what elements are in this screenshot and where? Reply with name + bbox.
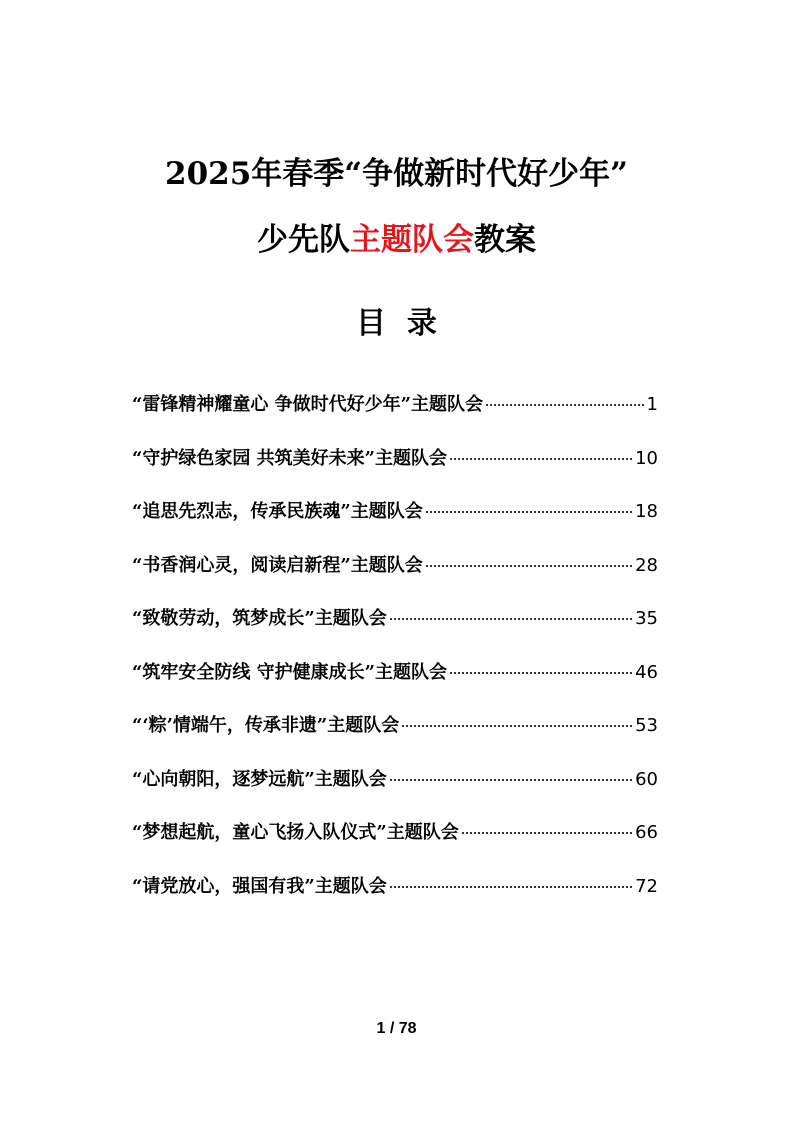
toc-entry[interactable] <box>132 816 658 870</box>
toc-leader-dots <box>401 709 633 731</box>
toc-leader-dots <box>389 870 633 892</box>
document-title-line-1 <box>0 148 793 193</box>
title-line-2-prefix: 少先队 <box>257 222 350 258</box>
toc-entry-page: 1 <box>646 394 658 415</box>
toc-entry-title: “书香润心灵，阅读启新程”主题队会 <box>132 554 423 576</box>
toc-leader-dots <box>425 549 633 571</box>
toc-entry-page: 46 <box>635 661 658 683</box>
toc-leader-dots <box>389 763 633 785</box>
toc-entry-title: “守护绿色家园 共筑美好未来”主题队会 <box>132 447 447 469</box>
toc-leader-dots <box>389 602 633 624</box>
toc-entry-title: “致敬劳动，筑梦成长”主题队会 <box>132 608 387 629</box>
toc-entry[interactable] <box>132 870 658 924</box>
toc-entry-title: “雷锋精神耀童心 争做时代好少年”主题队会 <box>132 394 483 415</box>
toc-entry-page: 10 <box>635 447 658 469</box>
toc-entry[interactable] <box>132 388 658 442</box>
toc-leader-dots <box>449 656 633 678</box>
toc-entry[interactable] <box>132 763 658 817</box>
toc-entry[interactable] <box>132 442 658 496</box>
toc-heading: 目 录 <box>356 306 437 341</box>
title-line-1-text: 2025年春季“争做新时代好少年” <box>165 156 628 192</box>
title-line-2-suffix: 教案 <box>474 222 536 258</box>
title-line-2-highlight: 主题队会 <box>350 222 474 258</box>
document-title-line-2 <box>0 214 793 259</box>
toc-entry-title: “筑牢安全防线 守护健康成长”主题队会 <box>132 661 447 683</box>
toc-entry[interactable] <box>132 709 658 763</box>
toc-entry-title: “请党放心，强国有我”主题队会 <box>132 875 387 897</box>
toc-entry-page: 72 <box>635 875 658 897</box>
toc-entry-page: 18 <box>635 501 658 522</box>
toc-entry[interactable] <box>132 495 658 549</box>
toc-leader-dots <box>485 388 645 410</box>
toc-entry-page: 28 <box>635 554 658 576</box>
toc-entry-title: “追思先烈志，传承民族魂”主题队会 <box>132 501 423 522</box>
toc-entry[interactable] <box>132 602 658 656</box>
page-indicator: 1 / 78 <box>376 1020 417 1037</box>
toc-leader-dots <box>449 442 633 464</box>
toc-entry-title: “梦想起航，童心飞扬入队仪式”主题队会 <box>132 822 459 843</box>
toc-entry-page: 53 <box>635 715 658 736</box>
toc-entry-page: 35 <box>635 608 658 629</box>
toc-entry[interactable] <box>132 549 658 603</box>
toc-entry-title: “心向朝阳，逐梦远航”主题队会 <box>132 768 387 790</box>
toc-entry-page: 66 <box>635 822 658 843</box>
toc-leader-dots <box>461 816 633 838</box>
table-of-contents <box>132 388 658 923</box>
toc-leader-dots <box>425 495 633 517</box>
toc-entry[interactable] <box>132 656 658 710</box>
toc-entry-page: 60 <box>635 768 658 790</box>
toc-entry-title: “‘粽’情端午，传承非遗”主题队会 <box>132 715 400 736</box>
